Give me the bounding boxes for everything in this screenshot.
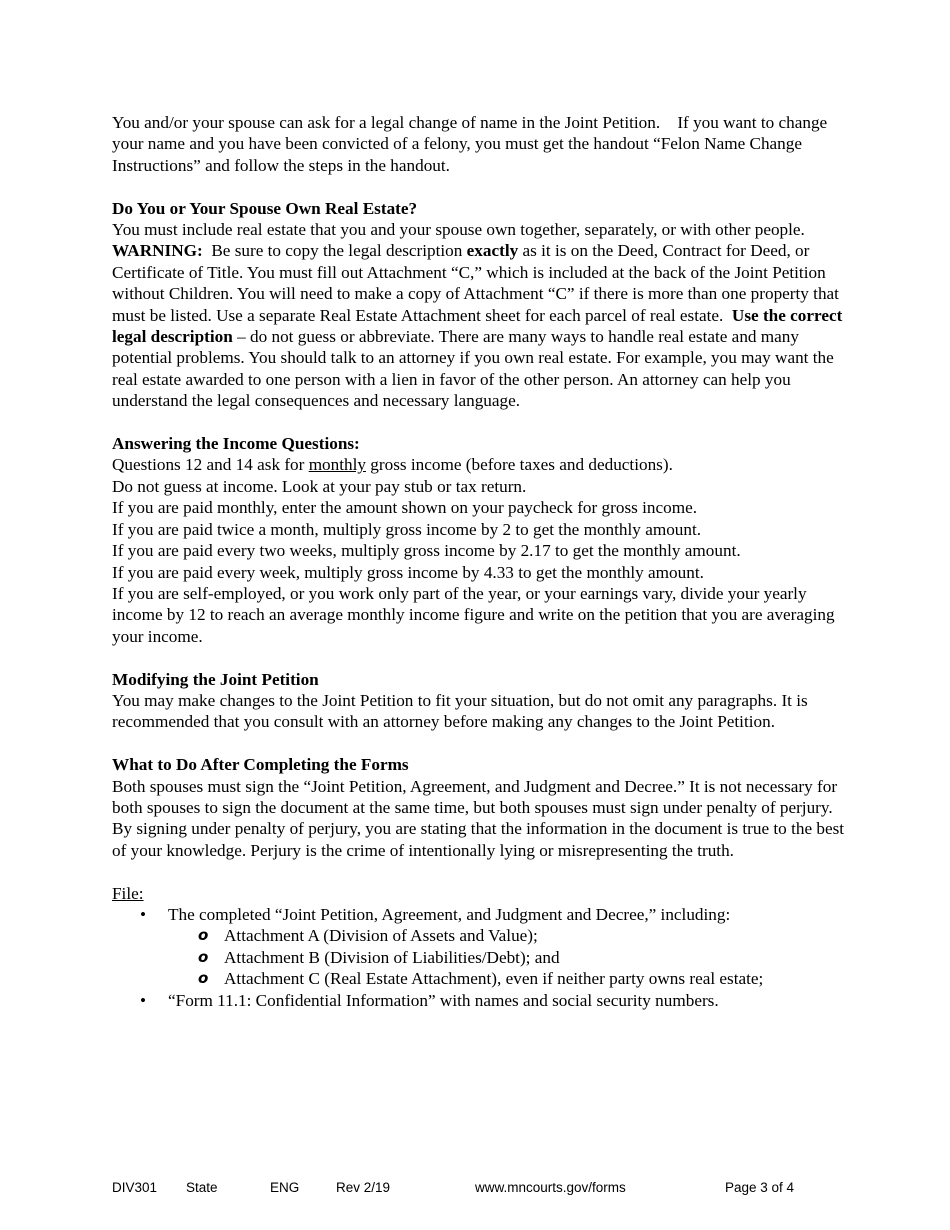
real-estate-text-2: Be sure to copy the legal description bbox=[211, 241, 463, 261]
form-revision: Rev 2/19 bbox=[336, 1180, 391, 1195]
income-heading: Answering the Income Questions: bbox=[112, 434, 360, 454]
list-item-text: Attachment C (Real Estate Attachment), even if neither party owns real estate; bbox=[224, 969, 764, 989]
forms-url: www.mncourts.gov/forms bbox=[475, 1180, 626, 1195]
real-estate-text-4: – do not guess or abbreviate. There are many ways to handle real estate and many potential problems. You should talk to an attorney if you own real estate. For example, you may want the real estate awarded to one person with a lien in favor of the other person. An attorney can help you understand the legal consequences and necessary language. bbox=[112, 327, 834, 411]
modifying-heading: Modifying the Joint Petition bbox=[112, 669, 319, 689]
warning-label: WARNING: bbox=[112, 241, 203, 261]
list-item-text: Attachment B (Division of Liabilities/Debt); and bbox=[224, 947, 560, 967]
list-item bbox=[168, 947, 847, 968]
list-item bbox=[168, 968, 847, 989]
income-line: If you are paid monthly, enter the amount shown on your paycheck for gross income. bbox=[112, 498, 698, 518]
after-forms-heading: What to Do After Completing the Forms bbox=[112, 755, 409, 775]
form-code: DIV301 bbox=[112, 1180, 158, 1195]
after-forms-section bbox=[112, 754, 847, 861]
income-line: If you are paid twice a month, multiply gross income by 2 to get the monthly amount. bbox=[112, 519, 702, 539]
income-question-suffix: gross income (before taxes and deductions). bbox=[370, 455, 673, 475]
file-label-text: File: bbox=[112, 883, 144, 903]
real-estate-text-1: You must include real estate that you and your spouse own together, separately, or with other people. bbox=[112, 220, 805, 240]
real-estate-section bbox=[112, 198, 847, 412]
list-item bbox=[112, 904, 847, 990]
income-question-line bbox=[112, 454, 847, 475]
after-forms-paragraph: Both spouses must sign the “Joint Petition, Agreement, and Judgment and Decree.” It is not necessary for both spouses to sign the document at the same time, but both spouses must sign under penalty of perjury. By signing under penalty of perjury, you are stating that the information in the document is true to the best of your knowledge. Perjury is the crime of intentionally lying or misrepresenting the truth. bbox=[112, 776, 845, 860]
income-question-prefix: Questions 12 and 14 ask for bbox=[112, 455, 305, 475]
file-label bbox=[112, 883, 847, 904]
real-estate-heading: Do You or Your Spouse Own Real Estate? bbox=[112, 198, 418, 218]
form-jurisdiction: State bbox=[186, 1180, 218, 1195]
correct-legal-description-emphasis: Use the correct legal description bbox=[112, 305, 843, 347]
modifying-section bbox=[112, 669, 847, 733]
income-line: If you are self-employed, or you work only part of the year, or your earnings vary, divide your yearly income by 12 to reach an average monthly income figure and write on the petition that you are averaging your income. bbox=[112, 583, 835, 646]
monthly-underlined: monthly bbox=[308, 455, 366, 475]
list-item-text: “Form 11.1: Confidential Information” with names and social security numbers. bbox=[168, 990, 719, 1010]
exactly-emphasis: exactly bbox=[466, 241, 519, 261]
modifying-paragraph: You may make changes to the Joint Petition to fit your situation, but do not omit any paragraphs. It is recommended that you consult with an attorney before making any changes to the Joint Petition. bbox=[112, 690, 808, 732]
list-item bbox=[112, 990, 847, 1011]
sub-bullet-icon: o bbox=[198, 969, 209, 988]
sub-bullet-icon: o bbox=[198, 947, 209, 966]
income-line: If you are paid every two weeks, multiply gross income by 2.17 to get the monthly amount. bbox=[112, 541, 741, 561]
page-number: Page 3 of 4 bbox=[725, 1180, 795, 1195]
file-section bbox=[112, 883, 847, 1011]
income-line: If you are paid every week, multiply gross income by 4.33 to get the monthly amount. bbox=[112, 562, 704, 582]
document-body bbox=[112, 112, 847, 1011]
income-section bbox=[112, 433, 847, 647]
list-item-text: Attachment A (Division of Assets and Value); bbox=[224, 926, 538, 946]
list-item-text: The completed “Joint Petition, Agreement, and Judgment and Decree,” including: bbox=[168, 904, 731, 924]
real-estate-paragraph bbox=[112, 219, 847, 412]
file-list bbox=[112, 904, 847, 1011]
bullet-icon: • bbox=[140, 990, 147, 1010]
attachment-sublist bbox=[168, 925, 847, 989]
intro-paragraph: You and/or your spouse can ask for a legal change of name in the Joint Petition. If you want to change your name and you have been convicted of a felony, you must get the handout “Felon Name Change Instructions” and follow the steps in the handout. bbox=[112, 113, 832, 175]
list-item bbox=[168, 925, 847, 946]
income-line: Do not guess at income. Look at your pay stub or tax return. bbox=[112, 476, 527, 496]
real-estate-text-3: as it is on the Deed, Contract for Deed, or Certificate of Title. You must fill out Attachment “C,” which is included at the back of the Joint Petition without Children. You will need to make a copy of Attachment “C” if there is more than one property that must be listed. Use a separate Real Estate Attachment sheet for each parcel of real estate. bbox=[112, 241, 839, 325]
sub-bullet-icon: o bbox=[198, 926, 209, 945]
form-language: ENG bbox=[270, 1180, 300, 1195]
bullet-icon: • bbox=[140, 904, 147, 924]
